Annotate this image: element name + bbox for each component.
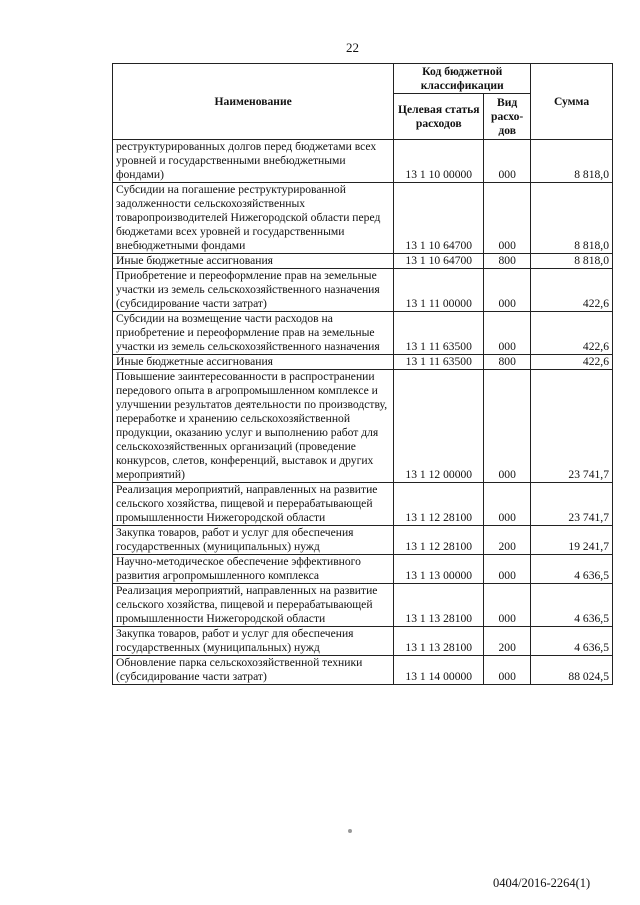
cell-sum: 23 741,7 [531,483,613,526]
scan-dot [348,829,352,833]
cell-name: Субсидии на погашение реструктурированной задолженности сельскохозяйственных товаропроизводителей Нижегородской области перед бюджетами всех уровней и государственными внебюджетными фондами [113,183,394,254]
cell-type: 000 [484,269,531,312]
header-name: Наименование [113,64,394,140]
cell-type: 000 [484,312,531,355]
budget-table [112,63,613,685]
cell-code: 13 1 11 00000 [394,269,484,312]
cell-name: Приобретение и переоформление прав на земельные участки из земель сельскохозяйственного назначения (субсидирование части затрат) [113,269,394,312]
cell-code: 13 1 12 00000 [394,370,484,483]
cell-sum: 4 636,5 [531,555,613,584]
cell-sum: 8 818,0 [531,254,613,269]
cell-name: Научно-методическое обеспечение эффективного развития агропромышленного комплекса [113,555,394,584]
header-code-group: Код бюджетной классификации [394,64,531,94]
table-row [113,312,613,355]
cell-sum: 422,6 [531,312,613,355]
cell-type: 200 [484,627,531,656]
cell-type: 000 [484,584,531,627]
table-row [113,584,613,627]
cell-sum: 8 818,0 [531,183,613,254]
table-body [113,140,613,685]
table-row [113,483,613,526]
cell-code: 13 1 10 00000 [394,140,484,183]
cell-code: 13 1 12 28100 [394,526,484,555]
header-expense-type: Вид расхо-дов [484,94,531,140]
cell-type: 000 [484,483,531,526]
cell-type: 000 [484,656,531,685]
table-row [113,140,613,183]
cell-sum: 19 241,7 [531,526,613,555]
cell-type: 000 [484,555,531,584]
cell-sum: 422,6 [531,269,613,312]
cell-code: 13 1 13 28100 [394,584,484,627]
cell-type: 200 [484,526,531,555]
cell-code: 13 1 10 64700 [394,254,484,269]
cell-sum: 4 636,5 [531,584,613,627]
cell-type: 000 [484,183,531,254]
table-row [113,627,613,656]
cell-name: Реализация мероприятий, направленных на развитие сельского хозяйства, пищевой и перерабатывающей промышленности Нижегородской области [113,584,394,627]
cell-name: Закупка товаров, работ и услуг для обеспечения государственных (муниципальных) нужд [113,526,394,555]
cell-name: Закупка товаров, работ и услуг для обеспечения государственных (муниципальных) нужд [113,627,394,656]
cell-code: 13 1 13 28100 [394,627,484,656]
cell-type: 000 [484,370,531,483]
cell-code: 13 1 12 28100 [394,483,484,526]
table-row [113,254,613,269]
table-row [113,355,613,370]
header-sum: Сумма [531,64,613,140]
cell-name: Иные бюджетные ассигнования [113,355,394,370]
cell-sum: 4 636,5 [531,627,613,656]
table-row [113,370,613,483]
document-id: 0404/2016-2264(1) [493,876,591,890]
cell-type: 800 [484,254,531,269]
cell-code: 13 1 13 00000 [394,555,484,584]
cell-name: реструктурированных долгов перед бюджетами всех уровней и государственными внебюджетными фондами) [113,140,394,183]
cell-name: Реализация мероприятий, направленных на развитие сельского хозяйства, пищевой и перерабатывающей промышленности Нижегородской области [113,483,394,526]
cell-name: Обновление парка сельскохозяйственной техники (субсидирование части затрат) [113,656,394,685]
cell-code: 13 1 11 63500 [394,312,484,355]
cell-sum: 88 024,5 [531,656,613,685]
table-row [113,183,613,254]
table-row [113,555,613,584]
cell-code: 13 1 14 00000 [394,656,484,685]
cell-code: 13 1 11 63500 [394,355,484,370]
table-row [113,656,613,685]
page-number: 22 [346,40,359,55]
cell-sum: 422,6 [531,355,613,370]
cell-sum: 23 741,7 [531,370,613,483]
cell-code: 13 1 10 64700 [394,183,484,254]
table-row [113,526,613,555]
header-target-article: Целевая статья расходов [394,94,484,140]
cell-sum: 8 818,0 [531,140,613,183]
cell-name: Субсидии на возмещение части расходов на приобретение и переоформление прав на земельные участки из земель сельскохозяйственного назначения [113,312,394,355]
cell-type: 000 [484,140,531,183]
cell-name: Иные бюджетные ассигнования [113,254,394,269]
table-header [113,64,613,140]
cell-name: Повышение заинтересованности в распространении передового опыта в агропромышленном комплексе и улучшении результатов деятельности по производству, переработке и хранению сельскохозяйственной продукции, оказанию услуг и выполнению работ для сельскохозяйственных организаций (проведение конкурсов, слетов, конференций, выставок и других мероприятий) [113,370,394,483]
cell-type: 800 [484,355,531,370]
table-row [113,269,613,312]
